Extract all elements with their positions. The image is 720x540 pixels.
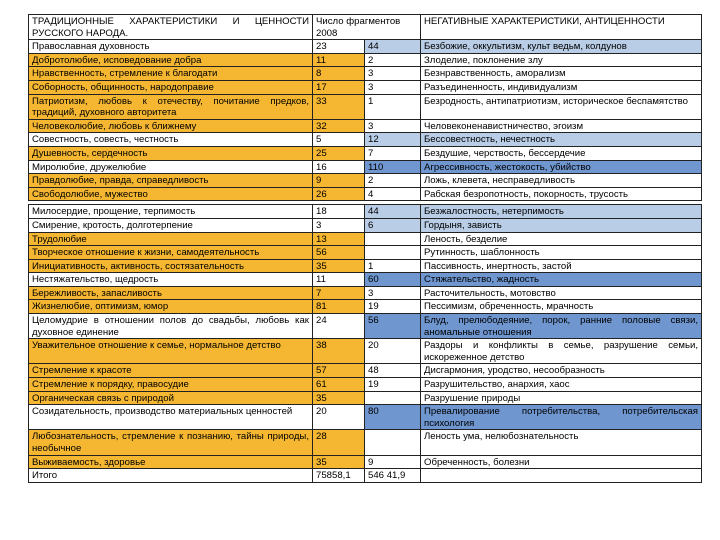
negative-count-cell: 80	[365, 405, 421, 430]
negative-count-cell: 19	[365, 378, 421, 392]
negative-count-cell	[365, 232, 421, 246]
positive-count-cell: 56	[313, 246, 365, 260]
negative-value-cell: Пассивность, инертность, застой	[421, 259, 702, 273]
table-row	[29, 273, 702, 287]
negative-value-cell: Превалирование потребительства, потребительская психология	[421, 405, 702, 430]
negative-value-cell: Рабская безропотность, покорность, трусость	[421, 187, 702, 201]
positive-count-cell: 81	[313, 300, 365, 314]
positive-count-cell: 35	[313, 455, 365, 469]
negative-count-cell: 9	[365, 455, 421, 469]
positive-count-cell: 32	[313, 119, 365, 133]
positive-count-cell: 9	[313, 174, 365, 188]
positive-value-cell: Милосердие, прощение, терпимость	[29, 205, 313, 219]
positive-value-cell: Созидательность, производство материальных ценностей	[29, 405, 313, 430]
negative-value-cell: Безнравственность, аморализм	[421, 67, 702, 81]
negative-value-cell: Рутинность, шаблонность	[421, 246, 702, 260]
positive-value-cell: Творческое отношение к жизни, самодеятельность	[29, 246, 313, 260]
negative-count-cell: 19	[365, 300, 421, 314]
negative-count-cell	[365, 246, 421, 260]
negative-count-cell: 56	[365, 314, 421, 339]
negative-value-cell: Разрушение природы	[421, 391, 702, 405]
negative-value-cell: Злоделие, поклонение злу	[421, 53, 702, 67]
positive-value-cell: Стремление к красоте	[29, 364, 313, 378]
negative-value-cell: Безжалостность, нетерпимость	[421, 205, 702, 219]
total-negative-count: 546	[368, 470, 385, 482]
positive-count-cell: 23	[313, 40, 365, 54]
negative-value-cell: Разрушительство, анархия, хаос	[421, 378, 702, 392]
negative-count-cell: 6	[365, 218, 421, 232]
table-row	[29, 94, 702, 119]
table-row	[29, 40, 702, 54]
positive-value-cell: Органическая связь с природой	[29, 391, 313, 405]
positive-value-cell: Патриотизм, любовь к отечеству, почитание предков, традиций, духовного авторитета	[29, 94, 313, 119]
negative-count-cell: 44	[365, 40, 421, 54]
header-right-title: НЕГАТИВНЫЕ ХАРАКТЕРИСТИКИ, АНТИЦЕННОСТИ	[421, 15, 702, 40]
positive-count-cell: 11	[313, 53, 365, 67]
negative-count-cell: 3	[365, 119, 421, 133]
positive-value-cell: Уважительное отношение к семье, нормальное детство	[29, 339, 313, 364]
negative-value-cell: Пессимизм, обреченность, мрачность	[421, 300, 702, 314]
positive-value-cell: Выживаемость, здоровье	[29, 455, 313, 469]
table-row	[29, 218, 702, 232]
table-row	[29, 119, 702, 133]
negative-count-cell	[365, 430, 421, 455]
positive-count-cell: 20	[313, 405, 365, 430]
positive-value-cell: Итого	[29, 469, 313, 483]
positive-value-cell: Бережливость, запасливость	[29, 286, 313, 300]
table-row	[29, 80, 702, 94]
positive-count-cell: 24	[313, 314, 365, 339]
positive-count-cell	[313, 469, 365, 483]
table-header-row	[29, 15, 702, 40]
negative-count-cell	[365, 391, 421, 405]
table-row	[29, 339, 702, 364]
table-row	[29, 187, 702, 201]
positive-value-cell: Нравственность, стремление к благодати	[29, 67, 313, 81]
positive-count-cell: 25	[313, 146, 365, 160]
negative-count-cell: 110	[365, 160, 421, 174]
positive-count-cell: 16	[313, 160, 365, 174]
table-row	[29, 300, 702, 314]
table-row	[29, 364, 702, 378]
negative-count-cell	[365, 469, 421, 483]
positive-count-cell: 11	[313, 273, 365, 287]
positive-value-cell: Человеколюбие, любовь к ближнему	[29, 119, 313, 133]
table-row	[29, 146, 702, 160]
negative-value-cell: Безбожие, оккультизм, культ ведьм, колдунов	[421, 40, 702, 54]
negative-value-cell: Раздоры и конфликты в семье, разрушение семьи, искореженное детство	[421, 339, 702, 364]
table-row	[29, 314, 702, 339]
negative-value-cell: Человеконенавистничество, эгоизм	[421, 119, 702, 133]
negative-count-cell: 2	[365, 174, 421, 188]
positive-value-cell: Соборность, общинность, народоправие	[29, 80, 313, 94]
negative-value-cell: Гордыня, зависть	[421, 218, 702, 232]
negative-count-cell: 20	[365, 339, 421, 364]
negative-value-cell: Агрессивность, жестокость, убийство	[421, 160, 702, 174]
negative-value-cell: Разъединенность, индивидуализм	[421, 80, 702, 94]
table-row	[29, 205, 702, 219]
header-left-title: ТРАДИЦИОННЫЕ ХАРАКТЕРИСТИКИ И ЦЕННОСТИ РУССКОГО НАРОДА.	[29, 15, 313, 40]
negative-count-cell: 3	[365, 67, 421, 81]
table-row	[29, 430, 702, 455]
negative-count-cell: 7	[365, 146, 421, 160]
positive-value-cell: Совестность, совесть, честность	[29, 133, 313, 147]
total-negative-percent: 41,9	[386, 470, 406, 482]
positive-count-cell: 13	[313, 232, 365, 246]
header-count-title: Число фрагментов 2008	[313, 15, 421, 40]
negative-value-cell: Бессовестность, нечестность	[421, 133, 702, 147]
positive-count-cell: 3	[313, 218, 365, 232]
positive-count-cell: 33	[313, 94, 365, 119]
negative-count-cell: 2	[365, 53, 421, 67]
table-row	[29, 67, 702, 81]
table-row	[29, 246, 702, 260]
positive-count-cell: 7	[313, 286, 365, 300]
negative-value-cell: Бездушие, черствость, бессердечие	[421, 146, 702, 160]
positive-value-cell: Смирение, кротость, долготерпение	[29, 218, 313, 232]
positive-value-cell: Добротолюбие, исповедование добра	[29, 53, 313, 67]
positive-value-cell: Православная духовность	[29, 40, 313, 54]
positive-value-cell: Инициативность, активность, состязательность	[29, 259, 313, 273]
positive-value-cell: Душевность, сердечность	[29, 146, 313, 160]
positive-value-cell: Любознательность, стремление к познанию, тайны природы, необычное	[29, 430, 313, 455]
negative-count-cell: 3	[365, 286, 421, 300]
negative-value-cell	[421, 469, 702, 483]
negative-count-cell: 4	[365, 187, 421, 201]
table-row	[29, 232, 702, 246]
table-row	[29, 160, 702, 174]
negative-count-cell: 1	[365, 259, 421, 273]
table-row	[29, 259, 702, 273]
negative-value-cell: Ложь, клевета, несправедливость	[421, 174, 702, 188]
table-row	[29, 469, 702, 483]
positive-value-cell: Миролюбие, дружелюбие	[29, 160, 313, 174]
positive-value-cell: Целомудрие в отношении полов до свадьбы, любовь как духовное единение	[29, 314, 313, 339]
negative-count-cell: 12	[365, 133, 421, 147]
positive-value-cell: Жизнелюбие, оптимизм, юмор	[29, 300, 313, 314]
table-row	[29, 174, 702, 188]
negative-count-cell: 3	[365, 80, 421, 94]
positive-count-cell: 18	[313, 205, 365, 219]
positive-value-cell: Правдолюбие, правда, справедливость	[29, 174, 313, 188]
positive-count-cell: 38	[313, 339, 365, 364]
negative-value-cell: Леность, безделие	[421, 232, 702, 246]
positive-count-cell: 57	[313, 364, 365, 378]
negative-value-cell: Леность ума, нелюбознательность	[421, 430, 702, 455]
negative-value-cell: Дисгармония, уродство, несообразность	[421, 364, 702, 378]
table-row	[29, 133, 702, 147]
positive-count-cell: 5	[313, 133, 365, 147]
negative-value-cell: Безродность, антипатриотизм, историческое беспамятство	[421, 94, 702, 119]
table-row	[29, 286, 702, 300]
positive-count-cell: 17	[313, 80, 365, 94]
total-positive-percent: 58,1	[332, 470, 351, 482]
positive-count-cell: 26	[313, 187, 365, 201]
positive-value-cell: Нестяжательство, щедрость	[29, 273, 313, 287]
negative-count-cell: 1	[365, 94, 421, 119]
values-table-container	[28, 14, 701, 483]
table-row	[29, 455, 702, 469]
negative-count-cell: 44	[365, 205, 421, 219]
positive-value-cell: Трудолюбие	[29, 232, 313, 246]
total-positive-count: 758	[316, 470, 333, 482]
values-table	[28, 14, 702, 483]
positive-value-cell: Стремление к порядку, правосудие	[29, 378, 313, 392]
table-row	[29, 391, 702, 405]
negative-value-cell: Расточительность, мотовство	[421, 286, 702, 300]
negative-count-cell: 48	[365, 364, 421, 378]
positive-value-cell: Свободолюбие, мужество	[29, 187, 313, 201]
table-row	[29, 378, 702, 392]
table-row	[29, 53, 702, 67]
negative-count-cell: 60	[365, 273, 421, 287]
negative-value-cell: Блуд, прелюбодеяние, порок, ранние половые связи, аномальные отношения	[421, 314, 702, 339]
table-row	[29, 405, 702, 430]
positive-count-cell: 35	[313, 391, 365, 405]
positive-count-cell: 8	[313, 67, 365, 81]
positive-count-cell: 35	[313, 259, 365, 273]
negative-value-cell: Стяжательство, жадность	[421, 273, 702, 287]
positive-count-cell: 28	[313, 430, 365, 455]
negative-value-cell: Обреченность, болезни	[421, 455, 702, 469]
positive-count-cell: 61	[313, 378, 365, 392]
